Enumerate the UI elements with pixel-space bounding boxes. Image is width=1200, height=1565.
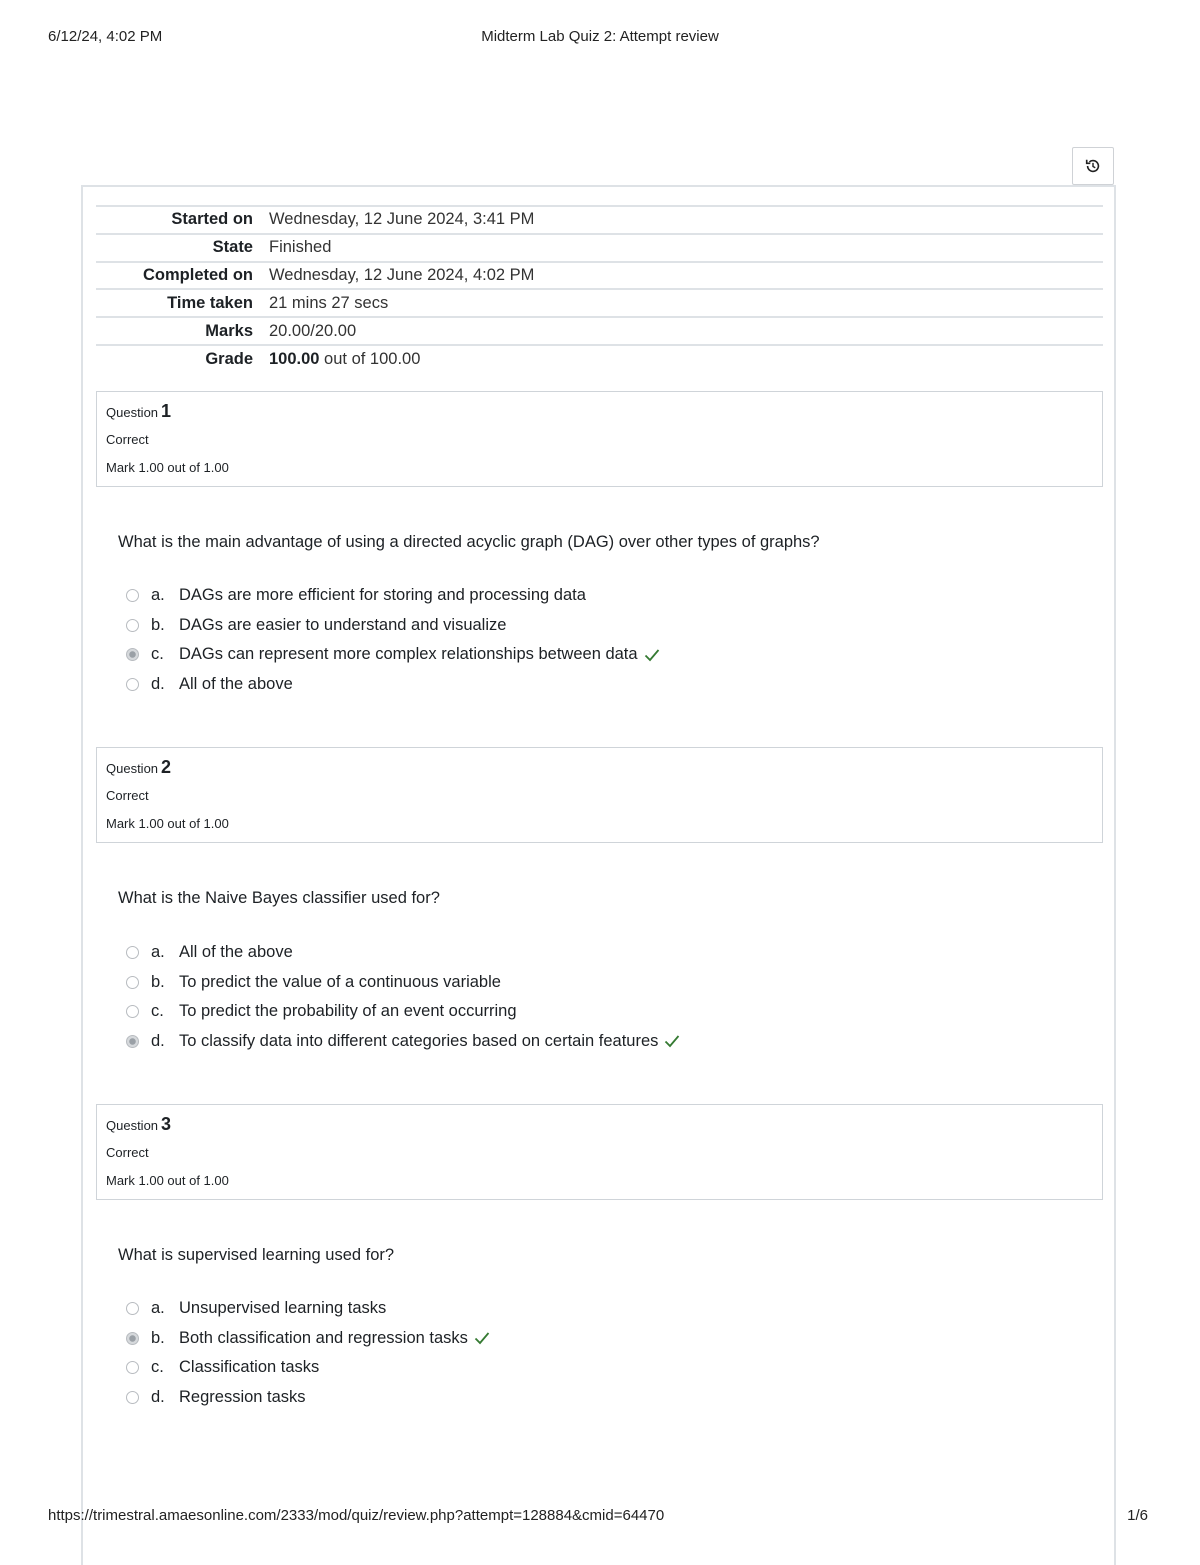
- answer-text: DAGs can represent more complex relationships between data: [179, 645, 638, 664]
- attempt-history-button[interactable]: [1072, 147, 1114, 185]
- answer-option: [126, 1353, 1026, 1383]
- summary-value: [269, 345, 1103, 373]
- print-header: [48, 28, 1152, 48]
- answer-letter: b.: [151, 972, 165, 991]
- summary-value: 21 mins 27 secs: [269, 293, 389, 312]
- answer-letter: d.: [151, 674, 165, 693]
- answer-letter: a.: [151, 586, 165, 605]
- question-number: [106, 757, 171, 778]
- question-state: Correct: [106, 788, 149, 803]
- question-info: [96, 1104, 1103, 1200]
- answer-letter: c.: [151, 1358, 164, 1377]
- summary-label: Grade: [205, 349, 253, 368]
- check-icon: [664, 1034, 680, 1048]
- question-number: [106, 1114, 171, 1135]
- answer-option: [126, 1383, 1026, 1413]
- answer-letter: a.: [151, 943, 165, 962]
- question-grade: Mark 1.00 out of 1.00: [106, 460, 229, 475]
- answer-text: Unsupervised learning tasks: [179, 1299, 387, 1318]
- answer-radio[interactable]: [126, 1302, 139, 1315]
- summary-row: [96, 234, 1103, 262]
- summary-row: [96, 317, 1103, 345]
- answer-text: All of the above: [179, 674, 293, 693]
- answer-option: [126, 968, 1026, 998]
- answer-option: [126, 938, 1026, 968]
- answer-letter: c.: [151, 1002, 164, 1021]
- question-state: Correct: [106, 432, 149, 447]
- summary-label: Completed on: [143, 265, 253, 284]
- answer-text: Regression tasks: [179, 1387, 306, 1406]
- answer-list: [126, 938, 1026, 1056]
- answer-letter: b.: [151, 615, 165, 634]
- answer-option: [126, 670, 1026, 700]
- print-url: https://trimestral.amaesonline.com/2333/mod/quiz/review.php?attempt=128884&cmid=64470: [48, 1507, 665, 1524]
- answer-radio[interactable]: [126, 589, 139, 602]
- page-number: 1/6: [1127, 1507, 1148, 1524]
- answer-list: [126, 1294, 1026, 1412]
- answer-text: To classify data into different categories based on certain features: [179, 1031, 659, 1050]
- question-number: [106, 401, 171, 422]
- answer-list: [126, 581, 1026, 699]
- answer-text: Classification tasks: [179, 1358, 320, 1377]
- attempt-summary-table: [96, 205, 1103, 373]
- question-text: What is the Naive Bayes classifier used for?: [118, 889, 440, 907]
- check-icon: [474, 1331, 490, 1345]
- grade-value: 100.00: [269, 349, 320, 368]
- check-icon: [644, 648, 660, 662]
- question-label: Question: [106, 761, 159, 776]
- question-label: Question: [106, 405, 159, 420]
- question-info: [96, 747, 1103, 843]
- answer-option-selected: [126, 640, 1026, 670]
- answer-radio[interactable]: [126, 976, 139, 989]
- answer-option: [126, 997, 1026, 1027]
- answer-option: [126, 611, 1026, 641]
- summary-label: Time taken: [167, 293, 253, 312]
- answer-radio[interactable]: [126, 678, 139, 691]
- summary-row: [96, 345, 1103, 373]
- question-info: [96, 391, 1103, 487]
- summary-row: [96, 206, 1103, 234]
- summary-row: [96, 289, 1103, 317]
- summary-label: Marks: [205, 321, 253, 340]
- answer-letter: a.: [151, 1299, 165, 1318]
- answer-radio[interactable]: [126, 1391, 139, 1404]
- answer-radio-checked[interactable]: [126, 1035, 139, 1048]
- question-label: Question: [106, 1118, 159, 1133]
- question-grade: Mark 1.00 out of 1.00: [106, 1173, 229, 1188]
- summary-label: State: [212, 238, 253, 257]
- summary-value: Finished: [269, 238, 332, 257]
- answer-radio[interactable]: [126, 946, 139, 959]
- grade-out-of: out of 100.00: [319, 349, 421, 368]
- summary-label: Started on: [171, 210, 253, 229]
- answer-option: [126, 581, 1026, 611]
- answer-letter: d.: [151, 1031, 165, 1050]
- answer-radio-checked[interactable]: [126, 648, 139, 661]
- answer-letter: c.: [151, 645, 164, 664]
- answer-letter: d.: [151, 1387, 165, 1406]
- question-grade: Mark 1.00 out of 1.00: [106, 816, 229, 831]
- summary-value: 20.00/20.00: [269, 321, 357, 340]
- history-icon: [1084, 157, 1102, 175]
- answer-text: To predict the value of a continuous variable: [179, 972, 501, 991]
- question-num: 3: [161, 1114, 172, 1134]
- question-num: 2: [161, 757, 172, 777]
- question-text: What is supervised learning used for?: [118, 1246, 395, 1264]
- summary-value: Wednesday, 12 June 2024, 3:41 PM: [269, 210, 535, 229]
- print-title: Midterm Lab Quiz 2: Attempt review: [481, 28, 719, 45]
- question-num: 1: [161, 401, 172, 421]
- answer-option: [126, 1294, 1026, 1324]
- question-text: What is the main advantage of using a directed acyclic graph (DAG) over other types of graphs?: [118, 533, 820, 551]
- answer-radio-checked[interactable]: [126, 1332, 139, 1345]
- answer-text: DAGs are easier to understand and visualize: [179, 615, 507, 634]
- question-state: Correct: [106, 1145, 149, 1160]
- answer-option-selected: [126, 1324, 1026, 1354]
- answer-text: To predict the probability of an event occurring: [179, 1002, 517, 1021]
- answer-text: All of the above: [179, 943, 293, 962]
- answer-radio[interactable]: [126, 1361, 139, 1374]
- summary-value: Wednesday, 12 June 2024, 4:02 PM: [269, 265, 535, 284]
- answer-text: Both classification and regression tasks: [179, 1328, 468, 1347]
- answer-text: DAGs are more efficient for storing and processing data: [179, 586, 586, 605]
- print-date: 6/12/24, 4:02 PM: [48, 28, 163, 45]
- answer-radio[interactable]: [126, 619, 139, 632]
- answer-option-selected: [126, 1027, 1026, 1057]
- answer-radio[interactable]: [126, 1005, 139, 1018]
- summary-row: [96, 262, 1103, 290]
- answer-letter: b.: [151, 1328, 165, 1347]
